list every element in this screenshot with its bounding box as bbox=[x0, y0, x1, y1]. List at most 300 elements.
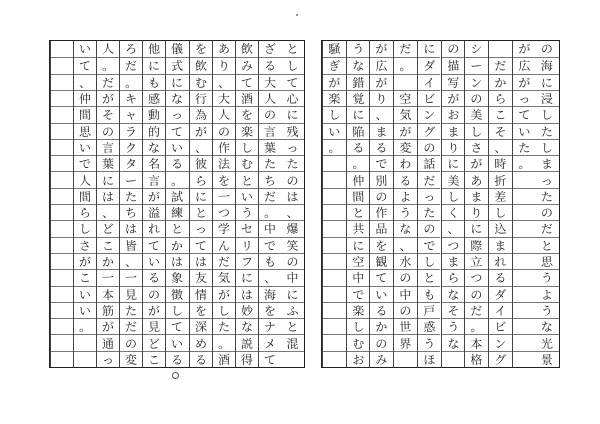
manuscript-cell bbox=[442, 139, 465, 155]
manuscript-cell bbox=[281, 123, 304, 139]
handwritten-character: が bbox=[517, 75, 531, 90]
manuscript-cell bbox=[465, 302, 488, 318]
manuscript-cell bbox=[535, 171, 559, 187]
manuscript-cell bbox=[51, 90, 73, 106]
handwritten-character: ど bbox=[101, 222, 115, 237]
handwritten-character: し bbox=[540, 140, 554, 156]
handwritten-character: 空 bbox=[351, 254, 365, 270]
manuscript-cell bbox=[465, 269, 488, 285]
manuscript-cell bbox=[190, 220, 212, 236]
handwritten-character: う bbox=[446, 320, 460, 335]
handwritten-character: た bbox=[517, 140, 531, 156]
handwritten-character: ま bbox=[446, 254, 460, 270]
manuscript-column bbox=[464, 41, 488, 367]
manuscript-cell bbox=[535, 237, 559, 253]
handwritten-character: リ bbox=[240, 238, 254, 253]
handwritten-character: と bbox=[286, 41, 299, 57]
manuscript-column bbox=[281, 41, 304, 367]
handwritten-character: に bbox=[540, 75, 554, 90]
handwritten-character: た bbox=[263, 157, 277, 172]
handwritten-character: し bbox=[470, 124, 483, 139]
handwritten-character: で bbox=[422, 238, 436, 253]
handwritten-character: は bbox=[125, 222, 138, 237]
handwritten-character: ダ bbox=[422, 59, 436, 74]
manuscript-cell bbox=[535, 106, 559, 122]
manuscript-cell bbox=[97, 123, 119, 139]
handwritten-character: う bbox=[240, 205, 254, 221]
manuscript-cell bbox=[489, 318, 512, 334]
handwritten-character: 作 bbox=[217, 140, 230, 156]
handwritten-character: う bbox=[399, 205, 412, 221]
handwritten-character: 、 bbox=[263, 271, 277, 286]
manuscript-cell bbox=[190, 253, 212, 269]
handwritten-character: ろ bbox=[125, 41, 138, 57]
handwritten-character: ら bbox=[446, 271, 460, 286]
handwritten-character: る bbox=[194, 352, 207, 368]
handwritten-character: 錯 bbox=[351, 75, 365, 90]
handwritten-character: る bbox=[171, 352, 184, 368]
handwritten-character: 、 bbox=[446, 222, 460, 237]
manuscript-cell bbox=[143, 188, 165, 204]
handwritten-character: に bbox=[194, 189, 207, 205]
manuscript-cell bbox=[394, 139, 417, 155]
manuscript-cell bbox=[370, 188, 393, 204]
handwritten-character: の bbox=[422, 140, 436, 156]
handwritten-character: 別 bbox=[375, 173, 388, 188]
manuscript-cell bbox=[190, 106, 212, 122]
handwritten-character: 。 bbox=[399, 59, 412, 74]
manuscript-cell bbox=[418, 220, 441, 236]
handwritten-character: 、 bbox=[78, 75, 92, 90]
manuscript-cell bbox=[97, 106, 119, 122]
manuscript-cell bbox=[190, 155, 212, 171]
manuscript-cell bbox=[370, 74, 393, 90]
manuscript-cell bbox=[166, 188, 188, 204]
handwritten-character: う bbox=[540, 271, 554, 286]
manuscript-cell bbox=[281, 237, 304, 253]
manuscript-cell bbox=[281, 171, 304, 187]
manuscript-cell bbox=[489, 188, 512, 204]
manuscript-cell bbox=[347, 106, 370, 122]
manuscript-column bbox=[165, 41, 188, 367]
manuscript-cell bbox=[213, 171, 235, 187]
manuscript-cell bbox=[281, 253, 304, 269]
manuscript-cell bbox=[166, 139, 188, 155]
handwritten-character: し bbox=[540, 108, 554, 123]
handwritten-character: ち bbox=[263, 173, 277, 188]
manuscript-cell bbox=[259, 155, 281, 171]
handwritten-character: に bbox=[171, 75, 184, 90]
manuscript-cell bbox=[143, 90, 165, 106]
manuscript-cell bbox=[394, 57, 417, 73]
manuscript-cell bbox=[281, 188, 304, 204]
manuscript-cell bbox=[213, 74, 235, 90]
handwritten-character: 皆 bbox=[125, 238, 138, 253]
manuscript-cell bbox=[442, 302, 465, 318]
manuscript-cell bbox=[465, 123, 488, 139]
manuscript-cell bbox=[259, 123, 281, 139]
handwritten-character: つ bbox=[470, 271, 483, 286]
manuscript-cell bbox=[418, 139, 441, 155]
handwritten-character: 間 bbox=[78, 189, 92, 205]
manuscript-cell bbox=[97, 90, 119, 106]
handwritten-character: が bbox=[194, 124, 207, 139]
handwritten-character: 共 bbox=[351, 222, 365, 237]
handwritten-character: あ bbox=[217, 41, 230, 57]
handwritten-character: を bbox=[375, 238, 388, 253]
manuscript-cell bbox=[51, 302, 73, 318]
manuscript-cell bbox=[190, 41, 212, 57]
manuscript-cell bbox=[370, 318, 393, 334]
manuscript-cell bbox=[418, 171, 441, 187]
manuscript-cell bbox=[236, 318, 258, 334]
manuscript-cell bbox=[465, 204, 488, 220]
manuscript-cell bbox=[97, 41, 119, 57]
handwritten-character: 溢 bbox=[148, 205, 161, 221]
handwritten-character: が bbox=[517, 41, 531, 57]
manuscript-cell bbox=[97, 188, 119, 204]
handwritten-character: 景 bbox=[540, 352, 554, 368]
handwritten-character: だ bbox=[263, 189, 277, 205]
manuscript-cell bbox=[213, 351, 235, 367]
handwritten-character: 中 bbox=[263, 222, 277, 237]
handwritten-character: が bbox=[446, 91, 460, 107]
manuscript-cell bbox=[190, 318, 212, 334]
manuscript-cell bbox=[323, 106, 346, 122]
handwritten-character: が bbox=[328, 75, 341, 90]
handwritten-character: に bbox=[470, 222, 483, 237]
handwritten-character: な bbox=[446, 287, 460, 302]
manuscript-cell bbox=[190, 188, 212, 204]
handwritten-character: ラ bbox=[125, 124, 138, 139]
manuscript-cell bbox=[74, 106, 96, 122]
handwritten-character: と bbox=[194, 205, 207, 221]
handwritten-character: の bbox=[125, 336, 138, 351]
handwritten-character: 気 bbox=[217, 271, 230, 286]
handwritten-character: い bbox=[517, 124, 531, 139]
handwritten-character: 妙 bbox=[240, 303, 254, 319]
manuscript-cell bbox=[190, 237, 212, 253]
manuscript-cell bbox=[347, 90, 370, 106]
manuscript-cell bbox=[513, 220, 536, 236]
manuscript-cell bbox=[259, 106, 281, 122]
handwritten-character: 混 bbox=[286, 336, 299, 351]
handwritten-character: っ bbox=[540, 173, 554, 188]
manuscript-cell bbox=[120, 220, 142, 236]
manuscript-cell bbox=[513, 74, 536, 90]
handwritten-character: 感 bbox=[148, 91, 161, 107]
handwritten-character: ち bbox=[125, 205, 138, 221]
manuscript-cell bbox=[166, 41, 188, 57]
manuscript-cell bbox=[535, 204, 559, 220]
handwritten-character: か bbox=[493, 75, 507, 90]
manuscript-cell bbox=[513, 334, 536, 350]
manuscript-column bbox=[212, 41, 235, 367]
handwritten-character: う bbox=[351, 41, 365, 57]
manuscript-cell bbox=[394, 204, 417, 220]
manuscript-cell bbox=[370, 155, 393, 171]
manuscript-cell bbox=[51, 57, 73, 73]
manuscript-cell bbox=[513, 302, 536, 318]
manuscript-cell bbox=[418, 204, 441, 220]
handwritten-character: な bbox=[540, 320, 554, 335]
manuscript-cell bbox=[418, 351, 441, 367]
handwritten-character: 大 bbox=[263, 75, 277, 90]
handwritten-character: て bbox=[286, 75, 299, 90]
handwritten-character: ャ bbox=[125, 108, 138, 123]
handwritten-character: 酒 bbox=[240, 91, 254, 107]
handwritten-character: 思 bbox=[78, 124, 92, 139]
handwritten-character: て bbox=[240, 75, 254, 90]
handwritten-character: 葉 bbox=[263, 140, 277, 156]
manuscript-cell bbox=[51, 204, 73, 220]
handwritten-character: っ bbox=[194, 222, 207, 237]
handwritten-character: こ bbox=[78, 271, 92, 286]
handwritten-character: 本 bbox=[101, 287, 115, 302]
handwritten-character: だ bbox=[470, 303, 483, 319]
handwritten-character: り bbox=[470, 205, 483, 221]
handwritten-character: だ bbox=[125, 59, 138, 74]
manuscript-cell bbox=[259, 253, 281, 269]
manuscript-cell bbox=[394, 351, 417, 367]
handwritten-character: 楽 bbox=[328, 91, 341, 107]
handwritten-character: 覚 bbox=[351, 91, 365, 107]
manuscript-cell bbox=[513, 139, 536, 155]
handwritten-character: 話 bbox=[422, 157, 436, 172]
manuscript-cell bbox=[370, 90, 393, 106]
handwritten-character: な bbox=[148, 140, 161, 156]
manuscript-cell bbox=[394, 253, 417, 269]
manuscript-cell bbox=[259, 269, 281, 285]
manuscript-cell bbox=[513, 286, 536, 302]
handwritten-character: は bbox=[240, 287, 254, 302]
manuscript-cell bbox=[513, 351, 536, 367]
manuscript-column bbox=[512, 41, 536, 367]
manuscript-cell bbox=[120, 90, 142, 106]
handwritten-character: 。 bbox=[125, 75, 138, 90]
manuscript-cell bbox=[465, 188, 488, 204]
manuscript-cell bbox=[394, 334, 417, 350]
handwritten-character: だ bbox=[493, 59, 507, 74]
handwritten-character: 美 bbox=[470, 108, 483, 123]
manuscript-cell bbox=[51, 269, 73, 285]
manuscript-cell bbox=[51, 123, 73, 139]
handwritten-character: 言 bbox=[101, 140, 115, 156]
center-marker-icon bbox=[172, 372, 179, 379]
handwritten-character: る bbox=[263, 59, 277, 74]
handwritten-character: が bbox=[375, 75, 388, 90]
handwritten-character: て bbox=[194, 238, 207, 253]
handwritten-character: 、 bbox=[375, 108, 388, 123]
manuscript-cell bbox=[370, 286, 393, 302]
handwritten-character: り bbox=[446, 140, 460, 156]
manuscript-cell bbox=[370, 237, 393, 253]
handwritten-character: た bbox=[540, 189, 554, 205]
manuscript-cell bbox=[190, 351, 212, 367]
handwritten-character: て bbox=[148, 238, 161, 253]
manuscript-right-page bbox=[321, 40, 560, 368]
manuscript-cell bbox=[442, 41, 465, 57]
manuscript-cell bbox=[489, 106, 512, 122]
manuscript-column bbox=[346, 41, 370, 367]
handwritten-character: ク bbox=[125, 140, 138, 156]
manuscript-cell bbox=[213, 286, 235, 302]
handwritten-character: 筋 bbox=[101, 303, 115, 319]
manuscript-cell bbox=[51, 74, 73, 90]
manuscript-cell bbox=[166, 123, 188, 139]
handwritten-character: に bbox=[286, 287, 299, 302]
manuscript-column bbox=[441, 41, 465, 367]
handwritten-character: ま bbox=[540, 157, 554, 172]
handwritten-character: 観 bbox=[375, 254, 388, 270]
manuscript-cell bbox=[323, 204, 346, 220]
handwritten-character: お bbox=[446, 108, 460, 123]
manuscript-cell bbox=[323, 123, 346, 139]
handwritten-character: ン bbox=[493, 336, 507, 351]
handwritten-character: イ bbox=[493, 303, 507, 319]
manuscript-cell bbox=[370, 204, 393, 220]
handwritten-character: と bbox=[351, 205, 365, 221]
handwritten-character: お bbox=[351, 352, 365, 368]
manuscript-cell bbox=[74, 318, 96, 334]
manuscript-left-page bbox=[49, 40, 305, 368]
handwritten-character: 酒 bbox=[217, 352, 230, 368]
handwritten-character: 光 bbox=[540, 336, 554, 351]
handwritten-character: み bbox=[240, 59, 254, 74]
manuscript-cell bbox=[370, 106, 393, 122]
handwritten-character: る bbox=[375, 140, 388, 156]
handwritten-character: っ bbox=[422, 189, 436, 205]
handwritten-character: 、 bbox=[101, 205, 115, 221]
manuscript-cell bbox=[143, 106, 165, 122]
manuscript-cell bbox=[465, 139, 488, 155]
manuscript-cell bbox=[535, 318, 559, 334]
handwritten-character: グ bbox=[493, 352, 507, 368]
handwritten-character: い bbox=[328, 124, 341, 139]
manuscript-cell bbox=[513, 106, 536, 122]
handwritten-character: 、 bbox=[399, 238, 412, 253]
manuscript-cell bbox=[394, 302, 417, 318]
handwritten-character: し bbox=[240, 140, 254, 156]
manuscript-cell bbox=[465, 220, 488, 236]
handwritten-character: 陥 bbox=[351, 124, 365, 139]
manuscript-cell bbox=[465, 106, 488, 122]
manuscript-cell bbox=[97, 57, 119, 73]
manuscript-cell bbox=[281, 90, 304, 106]
handwritten-character: た bbox=[125, 189, 138, 205]
manuscript-cell bbox=[120, 253, 142, 269]
handwritten-character: 為 bbox=[194, 108, 207, 123]
manuscript-cell bbox=[394, 188, 417, 204]
manuscript-cell bbox=[143, 318, 165, 334]
handwritten-character: が bbox=[399, 124, 412, 139]
manuscript-cell bbox=[489, 286, 512, 302]
manuscript-cell bbox=[51, 351, 73, 367]
handwritten-character: 作 bbox=[375, 205, 388, 221]
handwritten-character: 仲 bbox=[351, 173, 365, 188]
handwritten-character: を bbox=[263, 303, 277, 319]
manuscript-cell bbox=[489, 123, 512, 139]
handwritten-character: 見 bbox=[125, 287, 138, 302]
handwritten-character: が bbox=[217, 287, 230, 302]
handwritten-character: 変 bbox=[125, 352, 138, 368]
handwritten-character: て bbox=[375, 271, 388, 286]
manuscript-cell bbox=[166, 334, 188, 350]
handwritten-character: い bbox=[148, 254, 161, 270]
handwritten-character: れ bbox=[148, 222, 161, 237]
manuscript-cell bbox=[120, 302, 142, 318]
manuscript-cell bbox=[143, 171, 165, 187]
handwritten-character: で bbox=[351, 287, 365, 302]
manuscript-cell bbox=[513, 123, 536, 139]
manuscript-cell bbox=[418, 286, 441, 302]
manuscript-column bbox=[488, 41, 512, 367]
handwritten-character: が bbox=[148, 189, 161, 205]
manuscript-cell bbox=[143, 351, 165, 367]
manuscript-cell bbox=[281, 106, 304, 122]
handwritten-character: め bbox=[194, 336, 207, 351]
manuscript-cell bbox=[535, 286, 559, 302]
manuscript-cell bbox=[394, 90, 417, 106]
manuscript-cell bbox=[394, 123, 417, 139]
handwritten-character: の bbox=[375, 336, 388, 351]
manuscript-cell bbox=[442, 188, 465, 204]
manuscript-cell bbox=[489, 57, 512, 73]
handwritten-character: さ bbox=[470, 140, 483, 156]
handwritten-character: 。 bbox=[101, 59, 115, 74]
manuscript-cell bbox=[213, 41, 235, 57]
manuscript-cell bbox=[166, 204, 188, 220]
manuscript-cell bbox=[513, 188, 536, 204]
manuscript-cell bbox=[97, 302, 119, 318]
handwritten-character: 心 bbox=[286, 91, 299, 107]
manuscript-cell bbox=[190, 74, 212, 90]
manuscript-cell bbox=[74, 204, 96, 220]
manuscript-cell bbox=[347, 302, 370, 318]
handwritten-character: ほ bbox=[422, 352, 436, 368]
handwritten-character: 儀 bbox=[171, 41, 184, 57]
handwritten-character: ビ bbox=[493, 320, 507, 335]
handwritten-character: と bbox=[422, 271, 436, 286]
handwritten-character: た bbox=[286, 157, 299, 172]
handwritten-character: だ bbox=[101, 75, 115, 90]
handwritten-character: う bbox=[422, 336, 436, 351]
handwritten-character: 。 bbox=[328, 140, 341, 156]
manuscript-cell bbox=[418, 106, 441, 122]
manuscript-cell bbox=[465, 90, 488, 106]
manuscript-cell bbox=[489, 269, 512, 285]
manuscript-cell bbox=[74, 351, 96, 367]
handwritten-character: 際 bbox=[470, 238, 483, 253]
manuscript-cell bbox=[190, 204, 212, 220]
manuscript-cell bbox=[465, 41, 488, 57]
manuscript-cell bbox=[535, 41, 559, 57]
handwritten-character: と bbox=[286, 320, 299, 335]
manuscript-cell bbox=[535, 74, 559, 90]
manuscript-cell bbox=[51, 139, 73, 155]
manuscript-cell bbox=[143, 204, 165, 220]
handwritten-character: 一 bbox=[217, 189, 230, 205]
manuscript-cell bbox=[259, 220, 281, 236]
handwritten-character: 間 bbox=[351, 189, 365, 205]
manuscript-cell bbox=[513, 253, 536, 269]
manuscript-cell bbox=[347, 204, 370, 220]
handwritten-character: の bbox=[399, 271, 412, 286]
handwritten-character: そ bbox=[101, 108, 115, 123]
handwritten-character: に bbox=[446, 157, 460, 172]
manuscript-cell bbox=[74, 334, 96, 350]
manuscript-cell bbox=[394, 74, 417, 90]
